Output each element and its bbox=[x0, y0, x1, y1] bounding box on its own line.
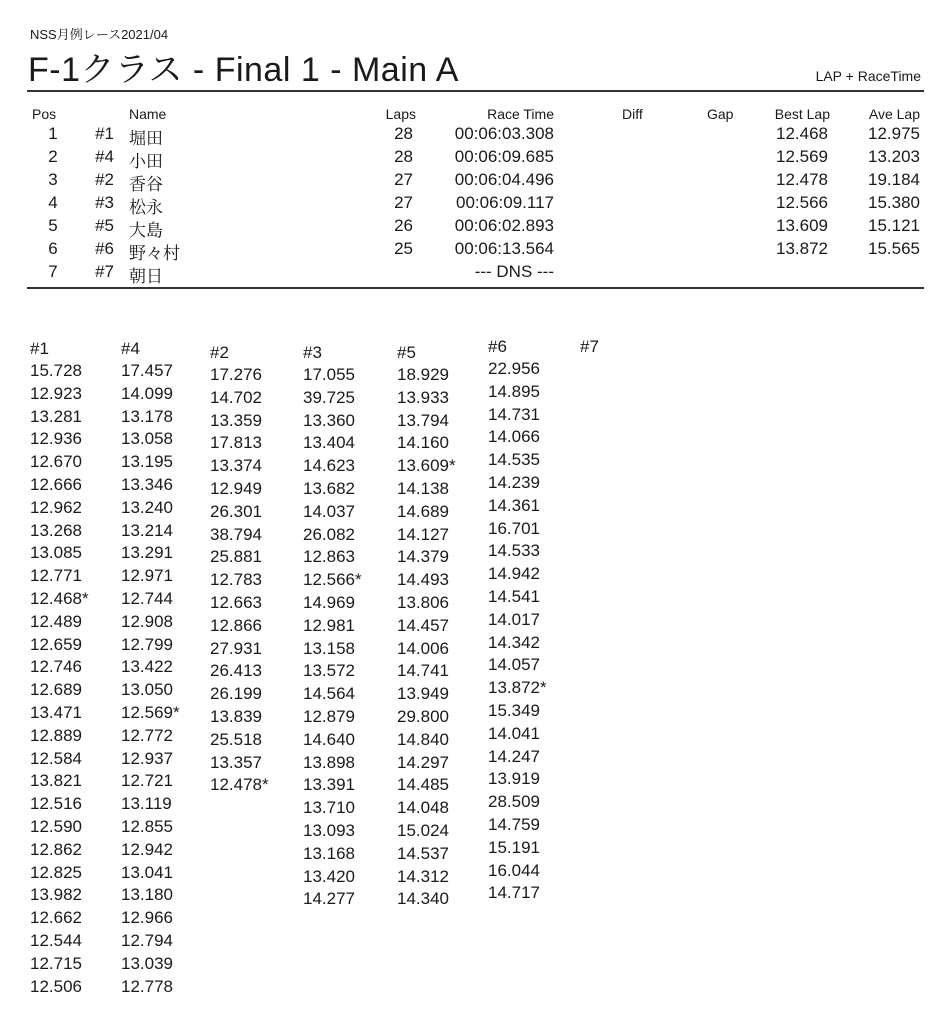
lap-time: 14.564 bbox=[303, 684, 355, 704]
col-header-ave-lap: Ave Lap bbox=[868, 106, 920, 122]
lap-time: 12.566* bbox=[303, 570, 362, 590]
lap-column bbox=[210, 342, 300, 797]
lap-time: 18.929 bbox=[397, 365, 449, 384]
lap-time: 12.971 bbox=[121, 566, 173, 586]
lap-time: 14.640 bbox=[303, 729, 355, 749]
car-number: #6 bbox=[95, 239, 114, 258]
lap-time: 12.721 bbox=[121, 771, 173, 791]
lap-time: 14.006 bbox=[397, 638, 449, 658]
ave-lap-cell: 19.184 bbox=[868, 170, 920, 189]
lap-time: 15.728 bbox=[30, 361, 82, 380]
lap-time: 12.862 bbox=[30, 839, 82, 859]
lap-time: 12.949 bbox=[210, 478, 262, 498]
lap-time: 13.471 bbox=[30, 702, 82, 722]
lap-time: 26.082 bbox=[303, 524, 355, 544]
lap-time: 14.247 bbox=[488, 746, 540, 766]
lap-time: 14.057 bbox=[488, 655, 540, 675]
result-row bbox=[0, 124, 951, 147]
race-time-cell: 00:06:13.564 bbox=[454, 239, 554, 258]
lap-time: 14.297 bbox=[397, 752, 449, 772]
lap-time: 12.923 bbox=[30, 383, 82, 403]
car-number: #2 bbox=[95, 170, 114, 189]
lap-time: 15.024 bbox=[397, 820, 449, 840]
lap-time: 12.516 bbox=[30, 794, 82, 814]
lap-time: 13.821 bbox=[30, 771, 82, 791]
lap-time: 12.937 bbox=[121, 748, 173, 768]
lap-time: 29.800 bbox=[397, 706, 449, 726]
lap-time: 13.919 bbox=[488, 769, 540, 789]
lap-time: 13.058 bbox=[121, 429, 173, 449]
lap-time: 14.493 bbox=[397, 570, 449, 590]
lap-time: 13.420 bbox=[303, 866, 355, 886]
lap-time: 13.268 bbox=[30, 520, 82, 540]
lap-time: 12.659 bbox=[30, 634, 82, 654]
lap-time: 13.158 bbox=[303, 638, 355, 658]
result-row bbox=[0, 170, 951, 193]
lap-time: 14.717 bbox=[488, 883, 540, 903]
car-number: #3 bbox=[95, 193, 114, 212]
col-header-gap: Gap bbox=[707, 106, 734, 122]
lap-time: 12.544 bbox=[30, 930, 82, 950]
lap-time: 13.682 bbox=[303, 478, 355, 498]
laps-cell: 26 bbox=[394, 216, 413, 235]
lap-time: 13.180 bbox=[121, 885, 173, 905]
pos-cell: 2 bbox=[48, 147, 58, 166]
lap-time: 14.017 bbox=[488, 609, 540, 629]
lap-time: 13.609* bbox=[397, 456, 456, 476]
lap-time: 39.725 bbox=[303, 387, 355, 407]
lap-time: 13.572 bbox=[303, 661, 355, 681]
lap-column bbox=[30, 338, 120, 998]
result-row bbox=[0, 262, 951, 285]
car-number: #7 bbox=[95, 262, 114, 281]
lap-time: 13.093 bbox=[303, 820, 355, 840]
driver-name: 小田 bbox=[129, 152, 163, 171]
lap-time: 12.468* bbox=[30, 588, 89, 608]
pos-cell: 6 bbox=[48, 239, 58, 258]
lap-time: 13.359 bbox=[210, 410, 262, 430]
driver-name: 香谷 bbox=[129, 175, 163, 194]
lap-column bbox=[488, 336, 578, 905]
driver-name: 堀田 bbox=[129, 129, 163, 148]
lap-time: 14.277 bbox=[303, 889, 355, 909]
lap-time: 14.485 bbox=[397, 775, 449, 795]
laps-cell: 25 bbox=[394, 239, 413, 258]
lap-time: 13.039 bbox=[121, 953, 173, 973]
event-name: NSS月例レース2021/04 bbox=[30, 27, 169, 42]
ave-lap-cell: 12.975 bbox=[868, 124, 920, 143]
result-row bbox=[0, 216, 951, 239]
lap-time: 13.168 bbox=[303, 843, 355, 863]
ave-lap-cell: 13.203 bbox=[868, 147, 920, 166]
ave-lap-cell: 15.565 bbox=[868, 239, 920, 258]
lap-time: 13.933 bbox=[397, 387, 449, 407]
col-header-diff: Diff bbox=[622, 106, 643, 122]
lap-time: 13.360 bbox=[303, 410, 355, 430]
lap-time: 12.855 bbox=[121, 816, 173, 836]
lap-time: 14.942 bbox=[488, 564, 540, 584]
lap-column-header: #5 bbox=[397, 343, 416, 362]
lap-time: 13.710 bbox=[303, 798, 355, 818]
race-time-cell: 00:06:04.496 bbox=[454, 170, 554, 189]
result-row bbox=[0, 193, 951, 216]
lap-time: 14.533 bbox=[488, 541, 540, 561]
lap-time: 17.055 bbox=[303, 365, 355, 384]
race-time-cell: 00:06:02.893 bbox=[454, 216, 554, 235]
pos-cell: 4 bbox=[48, 193, 58, 212]
lap-time: 14.535 bbox=[488, 450, 540, 470]
race-time-cell: 00:06:09.117 bbox=[456, 193, 554, 212]
race-time-cell: 00:06:03.308 bbox=[454, 124, 554, 143]
lap-time: 12.744 bbox=[121, 588, 173, 608]
ave-lap-cell: 15.121 bbox=[868, 216, 920, 235]
lap-time: 13.178 bbox=[121, 406, 173, 426]
pos-cell: 1 bbox=[48, 124, 58, 143]
lap-time: 13.195 bbox=[121, 452, 173, 472]
lap-time: 26.199 bbox=[210, 684, 262, 704]
ave-lap-cell: 15.380 bbox=[868, 193, 920, 212]
lap-column-header: #1 bbox=[30, 339, 49, 358]
lap-time: 13.982 bbox=[30, 885, 82, 905]
lap-time: 14.537 bbox=[397, 843, 449, 863]
best-lap-cell: 12.566 bbox=[776, 193, 828, 212]
lap-time: 13.214 bbox=[121, 520, 173, 540]
lap-time: 13.898 bbox=[303, 752, 355, 772]
lap-time: 17.457 bbox=[121, 361, 173, 380]
lap-time: 13.806 bbox=[397, 592, 449, 612]
driver-name: 野々村 bbox=[129, 244, 180, 263]
lap-time: 12.936 bbox=[30, 429, 82, 449]
lap-time: 12.746 bbox=[30, 657, 82, 677]
lap-time: 12.662 bbox=[30, 908, 82, 928]
lap-time: 14.239 bbox=[488, 472, 540, 492]
lap-time: 13.281 bbox=[30, 406, 82, 426]
lap-time: 13.041 bbox=[121, 862, 173, 882]
car-number: #1 bbox=[95, 124, 114, 143]
lap-time: 12.778 bbox=[121, 976, 173, 996]
lap-time: 28.509 bbox=[488, 792, 540, 812]
lap-time: 14.037 bbox=[303, 501, 355, 521]
best-lap-cell: 12.468 bbox=[776, 124, 828, 143]
lap-time: 13.422 bbox=[121, 657, 173, 677]
timing-mode: LAP + RaceTime bbox=[815, 68, 921, 84]
lap-time: 12.663 bbox=[210, 592, 262, 612]
lap-time: 25.881 bbox=[210, 547, 262, 567]
lap-time: 14.731 bbox=[488, 404, 540, 424]
result-row bbox=[0, 239, 951, 262]
lap-time: 14.160 bbox=[397, 433, 449, 453]
driver-name: 大島 bbox=[129, 221, 163, 240]
lap-column-header: #7 bbox=[580, 337, 599, 356]
lap-time: 13.085 bbox=[30, 543, 82, 563]
col-header-name: Name bbox=[129, 106, 167, 122]
lap-column bbox=[580, 336, 670, 358]
lap-time: 13.404 bbox=[303, 433, 355, 453]
lap-time: 12.942 bbox=[121, 839, 173, 859]
lap-time: 14.127 bbox=[397, 524, 449, 544]
lap-time: 14.138 bbox=[397, 478, 449, 498]
lap-time: 14.457 bbox=[397, 615, 449, 635]
col-header-pos: Pos bbox=[32, 106, 57, 122]
race-time-cell: --- DNS --- bbox=[474, 262, 554, 281]
lap-time: 12.825 bbox=[30, 862, 82, 882]
lap-time: 12.584 bbox=[30, 748, 82, 768]
lap-time: 26.301 bbox=[210, 501, 262, 521]
lap-time: 12.715 bbox=[30, 953, 82, 973]
col-header-laps: Laps bbox=[385, 106, 416, 122]
pos-cell: 7 bbox=[48, 262, 58, 281]
lap-time: 12.908 bbox=[121, 611, 173, 631]
top-divider bbox=[27, 90, 924, 92]
laps-cell: 28 bbox=[394, 124, 413, 143]
lap-column-header: #3 bbox=[303, 343, 322, 362]
lap-time: 12.981 bbox=[303, 615, 355, 635]
laps-cell: 27 bbox=[394, 170, 413, 189]
lap-time: 14.312 bbox=[397, 866, 449, 886]
lap-time: 16.044 bbox=[488, 860, 540, 880]
lap-time: 12.863 bbox=[303, 547, 355, 567]
lap-time: 12.966 bbox=[121, 908, 173, 928]
lap-time: 38.794 bbox=[210, 524, 262, 544]
lap-time: 13.839 bbox=[210, 706, 262, 726]
lap-time: 27.931 bbox=[210, 638, 262, 658]
bottom-divider bbox=[27, 287, 924, 289]
lap-time: 12.866 bbox=[210, 615, 262, 635]
lap-time: 12.670 bbox=[30, 452, 82, 472]
lap-time: 12.771 bbox=[30, 566, 82, 586]
driver-name: 朝日 bbox=[129, 267, 163, 286]
lap-time: 13.794 bbox=[397, 410, 449, 430]
laps-cell: 27 bbox=[394, 193, 413, 212]
lap-time: 14.342 bbox=[488, 632, 540, 652]
lap-time: 15.349 bbox=[488, 700, 540, 720]
laps-cell: 28 bbox=[394, 147, 413, 166]
lap-time: 12.689 bbox=[30, 680, 82, 700]
lap-time: 13.346 bbox=[121, 474, 173, 494]
lap-time: 22.956 bbox=[488, 359, 540, 378]
lap-time: 14.041 bbox=[488, 723, 540, 743]
lap-time: 14.741 bbox=[397, 661, 449, 681]
lap-time: 14.623 bbox=[303, 456, 355, 476]
best-lap-cell: 12.478 bbox=[776, 170, 828, 189]
lap-time: 17.813 bbox=[210, 433, 262, 453]
col-header-race-time: Race Time bbox=[487, 106, 554, 122]
pos-cell: 3 bbox=[48, 170, 58, 189]
lap-time: 14.541 bbox=[488, 586, 540, 606]
lap-time: 15.191 bbox=[488, 837, 540, 857]
lap-time: 13.357 bbox=[210, 752, 262, 772]
lap-column bbox=[121, 338, 211, 998]
lap-time: 14.969 bbox=[303, 592, 355, 612]
lap-time: 14.840 bbox=[397, 729, 449, 749]
lap-time: 14.066 bbox=[488, 427, 540, 447]
lap-time: 12.889 bbox=[30, 725, 82, 745]
lap-column-header: #4 bbox=[121, 339, 140, 358]
car-number: #4 bbox=[95, 147, 114, 166]
result-row bbox=[0, 147, 951, 170]
lap-time: 14.689 bbox=[397, 501, 449, 521]
best-lap-cell: 13.872 bbox=[776, 239, 828, 258]
pos-cell: 5 bbox=[48, 216, 58, 235]
lap-time: 12.666 bbox=[30, 474, 82, 494]
lap-time: 25.518 bbox=[210, 729, 262, 749]
lap-time: 12.772 bbox=[121, 725, 173, 745]
lap-time: 14.361 bbox=[488, 495, 540, 515]
lap-time: 14.048 bbox=[397, 798, 449, 818]
col-header-best-lap: Best Lap bbox=[774, 106, 830, 122]
lap-time: 12.783 bbox=[210, 570, 262, 590]
lap-time: 13.949 bbox=[397, 684, 449, 704]
best-lap-cell: 13.609 bbox=[776, 216, 828, 235]
lap-time: 13.391 bbox=[303, 775, 355, 795]
lap-time: 12.590 bbox=[30, 816, 82, 836]
lap-time: 12.489 bbox=[30, 611, 82, 631]
lap-time: 13.374 bbox=[210, 456, 262, 476]
lap-time: 13.050 bbox=[121, 680, 173, 700]
lap-time: 26.413 bbox=[210, 661, 262, 681]
lap-column-header: #2 bbox=[210, 343, 229, 362]
lap-column bbox=[303, 342, 393, 911]
lap-column-header: #6 bbox=[488, 337, 507, 356]
lap-time: 12.799 bbox=[121, 634, 173, 654]
race-time-cell: 00:06:09.685 bbox=[454, 147, 554, 166]
lap-time: 12.962 bbox=[30, 497, 82, 517]
lap-time: 12.794 bbox=[121, 930, 173, 950]
lap-time: 16.701 bbox=[488, 518, 540, 538]
lap-time: 12.569* bbox=[121, 702, 180, 722]
lap-time: 17.276 bbox=[210, 365, 262, 384]
best-lap-cell: 12.569 bbox=[776, 147, 828, 166]
car-number: #5 bbox=[95, 216, 114, 235]
lap-time: 13.291 bbox=[121, 543, 173, 563]
lap-time: 14.759 bbox=[488, 814, 540, 834]
lap-time: 12.478* bbox=[210, 775, 269, 795]
lap-time: 13.119 bbox=[121, 794, 172, 814]
lap-time: 14.099 bbox=[121, 383, 173, 403]
page-title: F-1クラス - Final 1 - Main A bbox=[28, 51, 459, 89]
lap-column bbox=[397, 342, 487, 911]
driver-name: 松永 bbox=[129, 198, 163, 217]
lap-time: 12.879 bbox=[303, 706, 355, 726]
lap-time: 12.506 bbox=[30, 976, 82, 996]
lap-time: 13.240 bbox=[121, 497, 173, 517]
lap-time: 13.872* bbox=[488, 678, 547, 698]
lap-time: 14.340 bbox=[397, 889, 449, 909]
lap-time: 14.379 bbox=[397, 547, 449, 567]
lap-time: 14.895 bbox=[488, 381, 540, 401]
lap-time: 14.702 bbox=[210, 387, 262, 407]
